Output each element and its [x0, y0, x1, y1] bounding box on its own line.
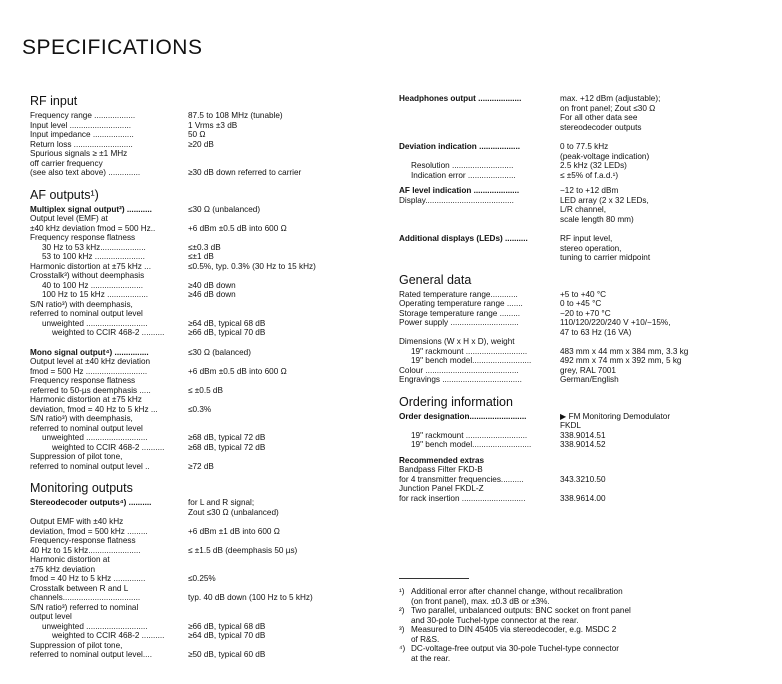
spec-label: Rated temperature range............: [399, 289, 518, 299]
spec-value: typ. 40 dB down (100 Hz to 5 kHz): [188, 593, 313, 602]
footnotes: [399, 578, 769, 663]
spec-value: ≤ ±1.5 dB (deemphasis 50 µs): [188, 545, 298, 555]
spec-label: Junction Panel FKDL-Z: [399, 484, 484, 493]
spec-label: Harmonic distortion at ±75 kHz: [30, 395, 142, 404]
spec-value: [188, 395, 385, 405]
spec-label: Return loss ..........................: [30, 139, 133, 149]
spec-label: [399, 328, 560, 338]
spec-row: [30, 252, 385, 262]
section-heading: RF input: [30, 94, 78, 108]
spec-label: Engravings ...................................: [399, 375, 522, 384]
spec-label: 30 Hz to 53 kHz....................: [42, 242, 146, 252]
spec-row: [30, 149, 385, 159]
spec-row: [30, 290, 385, 300]
spec-row: [30, 233, 385, 243]
spec-label: Headphones output ...................: [399, 94, 522, 103]
spec-label: 40 Hz to 15 kHz.......................: [30, 545, 141, 555]
spec-label: unweighted ...........................: [42, 621, 148, 631]
footnote-line: (on front panel), max. ±0.3 dB or ±3%.: [411, 596, 550, 606]
spec-value: ≤0.25%: [188, 574, 216, 583]
spec-label: Storage temperature range .........: [399, 308, 521, 318]
spec-label: Spurious signals ≥ ±1 MHz: [30, 149, 128, 158]
spec-value: German/English: [560, 375, 619, 384]
spacer: [399, 385, 769, 395]
spec-label: Deviation indication ..................: [399, 142, 521, 151]
spec-row: [30, 414, 385, 424]
spec-row: [30, 348, 385, 358]
spec-row: [399, 123, 769, 133]
footnote-line: at the rear.: [411, 653, 451, 663]
footnote-line: Measured to DIN 45405 via stereodecoder, e.g. MSDC 2: [411, 625, 617, 634]
spec-label: weighted to CCIR 468-2 ..........: [52, 442, 165, 452]
spec-row: [399, 494, 769, 504]
footnote-number: ²): [399, 606, 405, 615]
spec-row: [399, 375, 769, 385]
spec-label: Resolution ...........................: [411, 161, 514, 170]
spec-label: [399, 253, 560, 263]
spec-row: [399, 186, 769, 196]
spec-label: referred to 50-µs deemphasis .....: [30, 385, 151, 395]
spec-value: ≤30 Ω (unbalanced): [188, 204, 261, 214]
spec-row: [30, 565, 385, 575]
spec-value: ≤ ±5% of f.a.d.¹): [560, 170, 619, 180]
spec-row: [30, 622, 385, 632]
spec-value: [188, 603, 385, 613]
spec-value: ≥68 dB, typical 72 dB: [188, 442, 266, 452]
spec-row: [30, 281, 385, 291]
spacer: [30, 178, 385, 188]
footnote-line: of R&S.: [411, 634, 440, 644]
spec-value: tuning to carrier midpoint: [560, 253, 651, 262]
spec-label: fmod = 40 Hz to 5 kHz ..............: [30, 574, 146, 583]
footnote-divider: [399, 578, 469, 579]
spec-row: [399, 356, 769, 366]
spec-value: +5 to +40 °C: [560, 289, 607, 299]
spec-value: [188, 159, 385, 169]
footnote-line: Additional error after channel change, without recalibration: [411, 587, 623, 596]
spec-label: Suppression of pilot tone,: [30, 452, 123, 461]
spec-row: [30, 271, 385, 281]
spec-label: Bandpass Filter FKD-B: [399, 465, 483, 474]
spec-row: [30, 386, 385, 396]
spec-value: [188, 376, 385, 386]
spec-row: [30, 111, 385, 121]
spec-row: [399, 431, 769, 441]
spec-row: [30, 376, 385, 386]
spec-value: L/R channel,: [560, 205, 606, 214]
spec-value: 87.5 to 108 MHz (tunable): [188, 111, 283, 120]
spec-row: [30, 452, 385, 462]
spec-label: 53 to 100 kHz ......................: [42, 252, 145, 261]
spec-label: Stereodecoder outputs⁴) ..........: [30, 498, 152, 507]
spec-value: on front panel; Zout ≤30 Ω: [560, 103, 656, 113]
spec-row: [399, 215, 769, 225]
spec-row: [30, 168, 385, 178]
spec-label: ±75 kHz deviation: [30, 564, 96, 574]
spec-label: off carrier frequency: [30, 158, 103, 168]
spec-label: deviation, fmod = 40 Hz to 5 kHz ...: [30, 404, 158, 414]
spec-row: [399, 337, 769, 347]
spec-label: Display.......................................: [399, 195, 514, 205]
spec-label: Indication error .....................: [411, 170, 516, 180]
spec-value: 483 mm x 44 mm x 384 mm, 3.3 kg: [560, 346, 689, 356]
spec-row: [399, 412, 769, 422]
footnote: [399, 606, 769, 625]
spec-row: [399, 244, 769, 254]
spec-value: ≤±0.3 dB: [188, 242, 221, 252]
section-heading: Monitoring outputs: [30, 481, 133, 495]
spec-row: [30, 214, 385, 224]
spec-label: 100 Hz to 15 kHz ..................: [42, 290, 149, 299]
spec-row: [30, 300, 385, 310]
spec-label: Frequency response flatness: [30, 233, 136, 242]
spec-value: [188, 414, 385, 424]
spec-label: Additional displays (LEDs) ..........: [399, 234, 528, 243]
spec-value: ≥64 dB, typical 68 dB: [188, 318, 266, 328]
spec-row: [30, 367, 385, 377]
footnote-text: [411, 606, 769, 625]
spec-label: ±40 kHz deviation fmod = 500 Hz..: [30, 223, 156, 233]
spec-row: [399, 421, 769, 431]
spec-row: [30, 631, 385, 641]
spec-value: [560, 465, 769, 475]
spec-value: ≤0.3%: [188, 404, 212, 414]
spec-row: [399, 328, 769, 338]
spec-value: ≤±1 dB: [188, 252, 214, 261]
spec-row: [30, 603, 385, 613]
spec-label: [399, 205, 560, 215]
spec-row: [30, 527, 385, 537]
spec-row: [30, 319, 385, 329]
spec-label: Recommended extras: [399, 455, 485, 465]
footnote-line: and 30-pole Tuchel-type connector at the rear.: [411, 615, 579, 625]
spec-value: [188, 612, 385, 622]
spec-label: 40 to 100 Hz .......................: [42, 280, 144, 290]
spacer: [399, 263, 769, 273]
spec-label: AF level indication ....................: [399, 186, 520, 195]
spec-value: [560, 484, 769, 494]
section-heading: Ordering information: [399, 394, 513, 409]
spec-value: 1 Vrms ±3 dB: [188, 120, 238, 130]
spec-label: [30, 508, 188, 518]
spec-row: [30, 140, 385, 150]
spec-row: [30, 517, 385, 527]
spec-value: ≤ ±0.5 dB: [188, 385, 223, 395]
spec-value: [188, 452, 385, 462]
spec-row: [30, 328, 385, 338]
spec-row: [30, 546, 385, 556]
spec-row: [30, 130, 385, 140]
footnote-number: ³): [399, 625, 405, 634]
spec-value: [188, 565, 385, 575]
spec-row: [399, 347, 769, 357]
section-heading: AF outputs¹): [30, 187, 99, 202]
spec-row: [399, 104, 769, 114]
spec-value: scale length 80 mm): [560, 214, 634, 224]
spec-value: [188, 214, 385, 224]
spec-label: [399, 152, 560, 162]
spec-label: output level: [30, 612, 72, 621]
spacer: [30, 471, 385, 481]
spec-label: [399, 421, 560, 431]
spec-row: [399, 196, 769, 206]
spec-row: [399, 142, 769, 152]
spec-label: referred to nominal output level: [30, 309, 143, 318]
spec-value: [188, 517, 385, 527]
spec-label: Output EMF with ±40 kHz: [30, 517, 124, 526]
spec-row: [30, 555, 385, 565]
spec-value: (peak-voltage indication): [560, 151, 650, 161]
footnote-number: ⁴): [399, 644, 406, 653]
spec-value: 110/120/220/240 V +10/−15%,: [560, 318, 671, 327]
spec-label: 19" bench model..........................: [411, 440, 532, 449]
spec-label: 19" rackmount ...........................: [411, 430, 528, 440]
spec-value: For all other data see: [560, 113, 638, 122]
spec-value: stereodecoder outputs: [560, 122, 642, 132]
spec-row: [399, 253, 769, 263]
spec-row: [399, 299, 769, 309]
spacer: [30, 338, 385, 348]
section-heading: General data: [399, 272, 472, 287]
spec-value: [560, 456, 769, 466]
spec-row: [30, 309, 385, 319]
spec-label: 19" bench model..........................: [411, 356, 532, 365]
spec-value: −12 to +12 dBm: [560, 186, 619, 195]
spec-value: ≥66 dB, typical 70 dB: [188, 328, 266, 337]
spec-value: 338.9014.51: [560, 430, 606, 440]
spec-row: [399, 465, 769, 475]
spec-label: unweighted ...........................: [42, 433, 148, 442]
footnote-number: ¹): [399, 587, 405, 596]
spec-row: [399, 205, 769, 215]
spec-value: +6 dBm ±0.5 dB into 600 Ω: [188, 223, 287, 233]
spec-row: [30, 443, 385, 453]
spec-label: Input impedance ..................: [30, 130, 134, 139]
spec-row: [30, 641, 385, 651]
spec-value: [188, 309, 385, 319]
spec-value: ≥64 dB, typical 70 dB: [188, 631, 266, 640]
spec-row: [399, 484, 769, 494]
spec-label: [399, 104, 560, 114]
spec-value: max. +12 dBm (adjustable);: [560, 94, 661, 103]
spec-label: Output level (EMF) at: [30, 214, 108, 223]
spec-label: Frequency range ..................: [30, 111, 136, 120]
footnote-line: Two parallel, unbalanced outputs: BNC socket on front panel: [411, 606, 631, 615]
spec-label: (see also text above) ..............: [30, 168, 141, 177]
spec-value: 47 to 63 Hz (16 VA): [560, 327, 632, 337]
spec-row: [399, 440, 769, 450]
spec-value: ≥68 dB, typical 72 dB: [188, 433, 266, 442]
spec-value: ≥30 dB down referred to carrier: [188, 168, 302, 177]
spec-row: [30, 498, 385, 508]
spec-row: [399, 290, 769, 300]
spec-row: [30, 424, 385, 434]
spec-row: [30, 205, 385, 215]
spec-row: [30, 584, 385, 594]
spec-row: [30, 508, 385, 518]
spec-value: ≥20 dB: [188, 139, 214, 149]
spec-value: ≥46 dB down: [188, 290, 236, 299]
left-column: [30, 94, 385, 660]
spec-label: 19" rackmount ...........................: [411, 346, 528, 356]
spec-row: [30, 224, 385, 234]
spec-value: 0 to 77.5 kHz: [560, 142, 609, 151]
spec-row: [399, 456, 769, 466]
footnote: [399, 644, 769, 663]
spec-value: Zout ≤30 Ω (unbalanced): [188, 507, 279, 517]
spec-label: Crosstalk³) without deemphasis: [30, 271, 145, 280]
spec-label: [399, 215, 560, 225]
spec-label: S/N ratio³) with deemphasis,: [30, 414, 133, 423]
spec-label: weighted to CCIR 468-2 ..........: [52, 328, 165, 337]
spec-value: RF input level,: [560, 234, 613, 243]
spec-value: ≤0.5%, typ. 0.3% (30 Hz to 15 kHz): [188, 261, 316, 271]
spec-label: Harmonic distortion at: [30, 555, 110, 564]
spec-value: 2.5 kHz (32 LEDs): [560, 161, 627, 170]
spec-label: Dimensions (W x H x D), weight: [399, 337, 515, 346]
spec-label: Suppression of pilot tone,: [30, 640, 123, 650]
spec-label: S/N ratio³) with deemphasis,: [30, 299, 133, 309]
spec-row: [30, 574, 385, 584]
spec-label: Order designation.........................: [399, 411, 527, 421]
spec-value: LED array (2 x 32 LEDs,: [560, 195, 649, 205]
spec-value: 338.9014.52: [560, 440, 606, 449]
spec-label: Operating temperature range .......: [399, 299, 523, 308]
spec-row: [30, 357, 385, 367]
spec-row: [30, 650, 385, 660]
spec-value: [188, 300, 385, 310]
spec-row: [30, 593, 385, 603]
spec-label: for 4 transmitter frequencies..........: [399, 474, 524, 484]
spec-row: [399, 234, 769, 244]
spec-label: Multiplex signal output²) ...........: [30, 204, 152, 214]
spec-value: [188, 424, 385, 434]
spec-row: [399, 113, 769, 123]
spec-value: −20 to +70 °C: [560, 308, 611, 318]
spec-value: +6 dBm ±0.5 dB into 600 Ω: [188, 366, 287, 376]
spec-label: referred to nominal output level: [30, 423, 143, 433]
footnote: [399, 625, 769, 644]
spec-label: referred to nominal output level....: [30, 650, 152, 659]
footnote-text: [411, 625, 769, 644]
spec-row: [30, 405, 385, 415]
spec-row: [399, 309, 769, 319]
spec-row: [30, 243, 385, 253]
spec-row: [30, 395, 385, 405]
spec-label: [399, 113, 560, 123]
spec-row: [399, 152, 769, 162]
spec-value: [188, 149, 385, 159]
spec-value: [188, 641, 385, 651]
spec-value: ▶ FM Monitoring Demodulator: [560, 411, 671, 421]
spec-row: [30, 262, 385, 272]
spec-value: FKDL: [560, 421, 581, 430]
spec-row: [30, 536, 385, 546]
spec-value: 492 mm x 74 mm x 392 mm, 5 kg: [560, 356, 682, 365]
spec-row: [399, 318, 769, 328]
spec-label: Colour .........................................: [399, 365, 519, 375]
spec-row: [399, 366, 769, 376]
spec-value: 343.3210.50: [560, 474, 606, 484]
spec-value: ≥40 dB down: [188, 280, 236, 290]
spec-label: channels..................................: [30, 593, 141, 602]
spec-row: [399, 171, 769, 181]
spec-row: [30, 612, 385, 622]
spec-value: 50 Ω: [188, 130, 206, 139]
spec-value: 338.9614.00: [560, 493, 606, 503]
spec-label: fmod = 500 Hz ...........................: [30, 366, 148, 376]
spec-value: [188, 555, 385, 565]
spec-label: referred to nominal output level ..: [30, 461, 150, 471]
spec-row: [30, 159, 385, 169]
spec-label: Mono signal output⁴) ...............: [30, 347, 149, 357]
spec-row: [30, 462, 385, 472]
spec-label: S/N ratio³) referred to nominal: [30, 602, 139, 612]
spec-value: for L and R signal;: [188, 498, 255, 507]
spec-label: [399, 244, 560, 254]
spec-row: [399, 161, 769, 171]
spacer: [399, 224, 769, 234]
footnote-text: [411, 587, 769, 606]
spec-label: Output level at ±40 kHz deviation: [30, 357, 151, 366]
spec-label: unweighted ...........................: [42, 318, 148, 328]
spec-value: [188, 233, 385, 243]
footnote-line: DC-voltage-free output via 30-pole Tuchel-type connector: [411, 644, 619, 653]
spec-label: for rack insertion ............................: [399, 493, 526, 503]
spec-label: Input level ...........................: [30, 120, 132, 130]
spec-value: stereo operation,: [560, 243, 622, 253]
spec-label: deviation, fmod = 500 kHz .........: [30, 526, 148, 536]
spec-value: [188, 357, 385, 367]
right-column: [399, 94, 769, 503]
spec-value: ≥72 dB: [188, 461, 214, 471]
spec-value: grey, RAL 7001: [560, 365, 616, 375]
page-title: SPECIFICATIONS: [22, 36, 203, 59]
footnote: [399, 587, 769, 606]
spacer: [399, 132, 769, 142]
spec-label: Frequency-response flatness: [30, 536, 136, 545]
spec-label: weighted to CCIR 468-2 ..........: [52, 631, 165, 640]
spec-value: [560, 337, 769, 347]
spec-value: ≤30 Ω (balanced): [188, 347, 251, 357]
spec-value: ≥66 dB, typical 68 dB: [188, 621, 266, 631]
spec-label: Harmonic distortion at ±75 kHz ...: [30, 261, 151, 271]
spec-value: 0 to +45 °C: [560, 299, 602, 308]
spec-label: Frequency response flatness: [30, 376, 136, 385]
footnote-text: [411, 644, 769, 663]
spec-row: [399, 94, 769, 104]
spec-row: [30, 433, 385, 443]
spec-label: [399, 123, 560, 133]
spec-value: [188, 584, 385, 594]
spec-value: [188, 536, 385, 546]
spec-value: [188, 271, 385, 281]
spec-row: [399, 475, 769, 485]
spec-value: +6 dBm ±1 dB into 600 Ω: [188, 526, 280, 536]
spec-row: [30, 121, 385, 131]
spec-value: ≥50 dB, typical 60 dB: [188, 650, 266, 659]
spec-label: Power supply ..............................: [399, 318, 519, 327]
spec-label: Crosstalk between R and L: [30, 583, 129, 593]
